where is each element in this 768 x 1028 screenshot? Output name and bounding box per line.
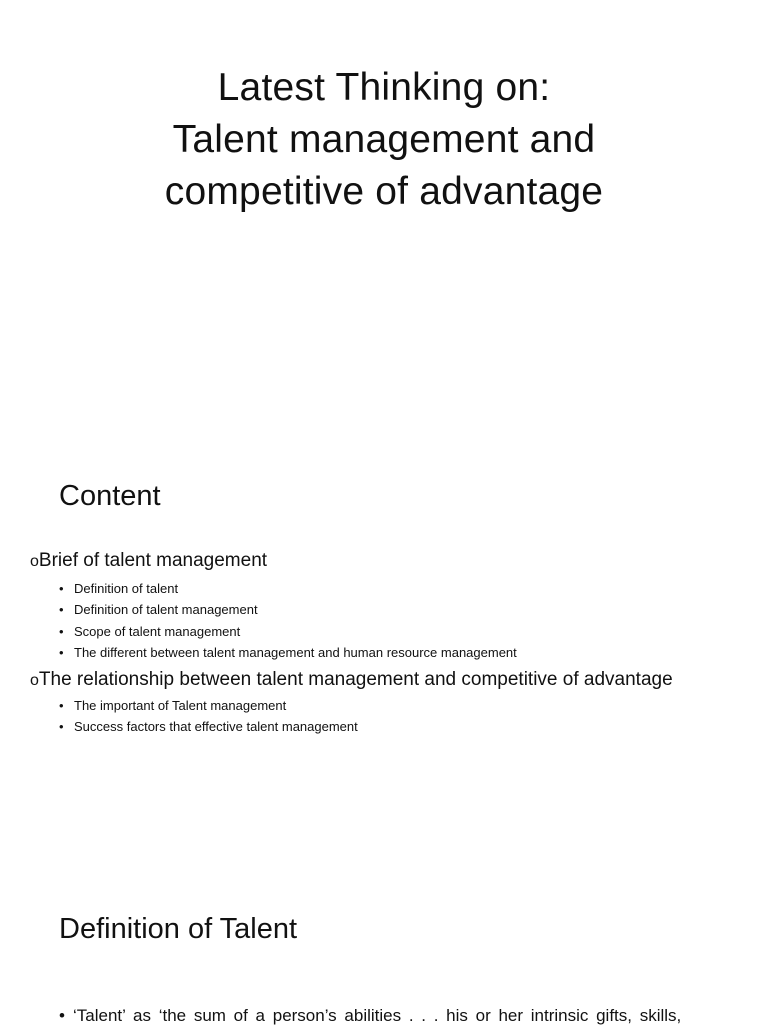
definition-heading: Definition of Talent bbox=[59, 913, 298, 945]
circle-bullet-icon: o bbox=[30, 672, 39, 689]
title-line-3: competitive of advantage bbox=[164, 170, 604, 213]
list-item bbox=[59, 621, 517, 642]
section-item-relationship bbox=[30, 669, 673, 692]
sub-list bbox=[59, 578, 517, 663]
sub-list bbox=[59, 695, 358, 738]
title-line-1: Latest Thinking on: bbox=[217, 66, 551, 109]
bullet-icon: • bbox=[59, 719, 64, 735]
bullet-icon: • bbox=[59, 644, 64, 660]
bullet-icon: • bbox=[59, 1006, 65, 1025]
circle-bullet-icon: o bbox=[30, 553, 39, 570]
definition-text bbox=[59, 1004, 719, 1028]
section-label: The relationship between talent management and competitive of advantage bbox=[38, 669, 673, 690]
slide-title bbox=[0, 62, 768, 218]
list-item-text: The important of Talent management bbox=[74, 698, 287, 713]
list-item bbox=[59, 695, 358, 716]
title-line-2: Talent management and bbox=[172, 118, 596, 161]
list-item bbox=[59, 642, 517, 663]
list-item bbox=[59, 578, 517, 599]
section-item-brief bbox=[30, 550, 267, 573]
bullet-icon: • bbox=[59, 602, 64, 618]
definition-line: ‘Talent’ as ‘the sum of a person’s abilities . . . his or her intrinsic gifts, skills, bbox=[73, 1006, 682, 1025]
list-item-text: Definition of talent bbox=[74, 581, 179, 596]
section-label: Brief of talent management bbox=[38, 550, 268, 571]
list-item bbox=[59, 599, 517, 620]
list-item-text: Success factors that effective talent management bbox=[74, 719, 358, 735]
list-item bbox=[59, 716, 358, 737]
list-item-text: Definition of talent management bbox=[74, 602, 258, 618]
list-item-text: Scope of talent management bbox=[74, 623, 241, 639]
content-heading: Content bbox=[59, 480, 161, 512]
bullet-icon: • bbox=[59, 581, 64, 596]
bullet-icon: • bbox=[59, 623, 64, 639]
bullet-icon: • bbox=[59, 698, 64, 713]
list-item-text: The different between talent management and human resource management bbox=[74, 644, 517, 660]
